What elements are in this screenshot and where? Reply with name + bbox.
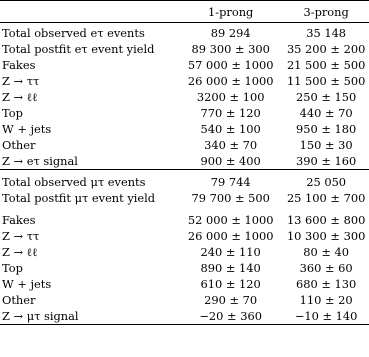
row-label: Fakes: [2, 213, 36, 227]
row-label: Total observed μτ events: [2, 175, 146, 189]
row-label: Fakes: [2, 58, 36, 72]
value-1-prong: −20 ± 360: [178, 308, 283, 325]
value-3-prong: 390 ± 160: [296, 154, 357, 168]
table-row: [0, 41, 369, 57]
value-3-prong: 950 ± 180: [296, 122, 357, 136]
value-3-prong: 10 300 ± 300: [286, 229, 366, 243]
row-label: Total observed eτ events: [2, 26, 145, 40]
row-label: Top: [2, 106, 23, 120]
table-row: [0, 190, 369, 206]
table-row: [0, 105, 369, 121]
value-1-prong: 610 ± 120: [200, 277, 261, 291]
row-label: Z → ττ: [2, 74, 40, 88]
header-3-prong: 3-prong: [283, 1, 369, 23]
row-label: Total postfit eτ event yield: [2, 42, 155, 56]
value-1-prong: 340 ± 70: [204, 138, 258, 152]
value-3-prong: 680 ± 130: [296, 277, 357, 291]
value-3-prong: 11 500 ± 500: [286, 74, 366, 88]
table-row: [0, 89, 369, 105]
etau-section: [0, 23, 369, 175]
value-1-prong: 79 700 ± 500: [191, 191, 270, 205]
row-label: Z → ττ: [2, 229, 40, 243]
value-3-prong: 35 148: [306, 26, 347, 40]
value-3-prong: 35 200 ± 200: [286, 42, 366, 56]
table-row: [0, 308, 369, 325]
header-label-column: [0, 1, 178, 23]
row-label: Z → ℓℓ: [2, 90, 38, 104]
value-1-prong: 3200 ± 100: [196, 90, 265, 104]
value-1-prong: 290 ± 70: [204, 293, 258, 307]
value-3-prong: 110 ± 20: [299, 293, 353, 307]
table-row: [0, 174, 369, 190]
table-row: [0, 260, 369, 276]
row-label: Top: [2, 261, 23, 275]
table-row: [0, 153, 369, 170]
table-row: [0, 23, 369, 42]
value-1-prong: 52 000 ± 1000: [187, 213, 274, 227]
value-3-prong: 80 ± 40: [303, 245, 350, 259]
value-3-prong: −10 ± 140: [283, 308, 369, 325]
value-1-prong: 540 ± 100: [200, 122, 261, 136]
mutau-section: [0, 174, 369, 325]
value-3-prong: 150 ± 30: [299, 138, 353, 152]
row-label: Z → eτ signal: [2, 154, 78, 168]
table-row: [0, 212, 369, 228]
value-1-prong: 890 ± 140: [200, 261, 261, 275]
value-3-prong: 25 050: [306, 175, 347, 189]
table-row: [0, 57, 369, 73]
table-row: [0, 137, 369, 153]
header-1-prong: 1-prong: [178, 1, 283, 23]
value-1-prong: 89 300 ± 300: [191, 42, 270, 56]
value-3-prong: 13 600 ± 800: [286, 213, 366, 227]
value-3-prong: 25 100 ± 700: [286, 191, 366, 205]
value-3-prong: 250 ± 150: [296, 90, 357, 104]
row-label: W + jets: [2, 277, 52, 291]
value-1-prong: 26 000 ± 1000: [187, 74, 274, 88]
value-3-prong: 360 ± 60: [299, 261, 353, 275]
table-row: [0, 73, 369, 89]
value-3-prong: 21 500 ± 500: [286, 58, 366, 72]
row-label: Total postfit μτ event yield: [2, 191, 156, 205]
table-row: [0, 244, 369, 260]
value-1-prong: 26 000 ± 1000: [187, 229, 274, 243]
table-row: [0, 292, 369, 308]
row-label: Other: [2, 293, 36, 307]
table-row: [0, 276, 369, 292]
row-label: Z → ℓℓ: [2, 245, 38, 259]
table-row: [0, 228, 369, 244]
value-3-prong: 440 ± 70: [299, 106, 353, 120]
value-1-prong: 89 294: [210, 26, 251, 40]
row-label: Other: [2, 138, 36, 152]
value-1-prong: 900 ± 400: [200, 154, 261, 168]
value-1-prong: 79 744: [210, 175, 251, 189]
value-1-prong: 240 ± 110: [200, 245, 261, 259]
table-header-row: [0, 1, 369, 23]
value-1-prong: 57 000 ± 1000: [187, 58, 274, 72]
value-1-prong: 770 ± 120: [200, 106, 261, 120]
row-label: Z → μτ signal: [0, 308, 178, 325]
row-label: W + jets: [2, 122, 52, 136]
table-row: [0, 121, 369, 137]
